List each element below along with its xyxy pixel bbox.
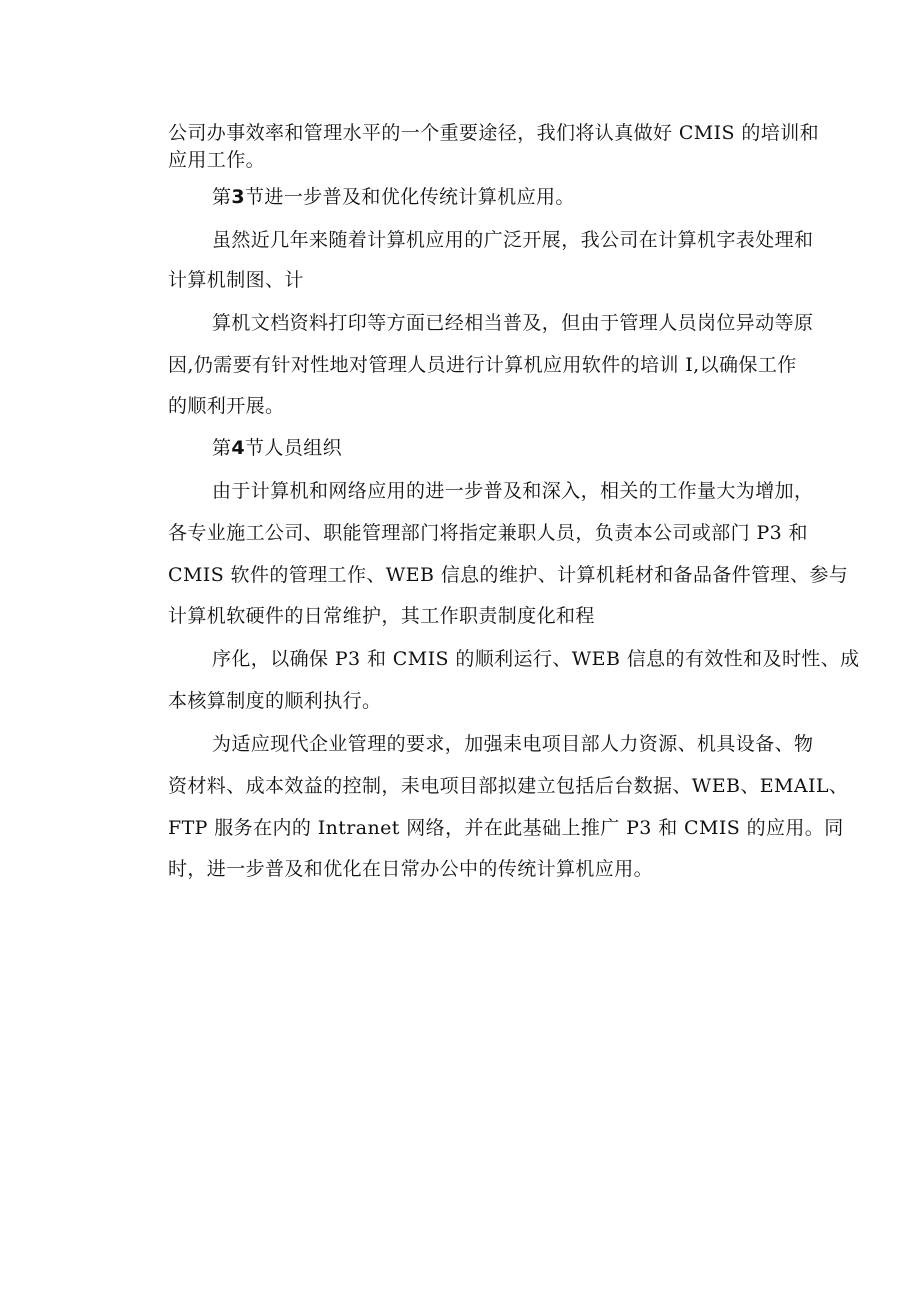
body-text-line: 由于计算机和网络应用的进一步普及和深入，相关的工作量大为增加， xyxy=(212,480,814,502)
body-text-line: 计算机制图、计 xyxy=(168,269,304,291)
body-text-line: 应用工作。 xyxy=(168,149,266,171)
heading-prefix: 第 xyxy=(212,186,232,208)
section-heading-3 xyxy=(212,185,575,209)
body-text-line: 公司办事效率和管理水平的一个重要途径，我们将认真做好 CMIS 的培训和 xyxy=(168,122,819,144)
body-text-line: 各专业施工公司、职能管理部门将指定兼职人员，负责本公司或部门 P3 和 xyxy=(168,522,808,544)
heading-title: 节进一步普及和优化传统计算机应用。 xyxy=(245,186,575,208)
body-text-line: CMIS 软件的管理工作、WEB 信息的维护、计算机耗材和备品备件管理、参与 xyxy=(168,564,849,586)
section-heading-4 xyxy=(212,436,342,460)
body-text-line: 资材料、成本效益的控制，耒电项目部拟建立包括后台数据、WEB、EMAIL、 xyxy=(168,775,849,797)
body-text-line: 算机文档资料打印等方面已经相当普及，但由于管理人员岗位异动等原 xyxy=(212,312,814,334)
body-text-line: FTP 服务在内的 Intranet 网络，并在此基础上推广 P3 和 CMIS 的应用。同 xyxy=(168,817,844,839)
body-text-line: 时，进一步普及和优化在日常办公中的传统计算机应用。 xyxy=(168,858,654,880)
heading-number: 3 xyxy=(231,186,246,208)
body-text-line: 为适应现代企业管理的要求，加强耒电项目部人力资源、机具设备、物 xyxy=(212,733,814,755)
body-text-line: 本核算制度的顺利执行。 xyxy=(168,690,382,712)
body-text-line: 因,仍需要有针对性地对管理人员进行计算机应用软件的培训 I,以确保工作 xyxy=(168,354,797,376)
heading-number: 4 xyxy=(231,437,246,459)
body-text-line: 序化，以确保 P3 和 CMIS 的顺利运行、WEB 信息的有效性和及时性、成 xyxy=(212,648,860,670)
body-text-line: 虽然近几年来随着计算机应用的广泛开展，我公司在计算机字表处理和 xyxy=(212,229,814,251)
heading-title: 节人员组织 xyxy=(245,437,343,459)
heading-prefix: 第 xyxy=(212,437,232,459)
body-text-line: 的顺利开展。 xyxy=(168,395,285,417)
body-text-line: 计算机软硬件的日常维护，其工作职责制度化和程 xyxy=(168,605,595,627)
